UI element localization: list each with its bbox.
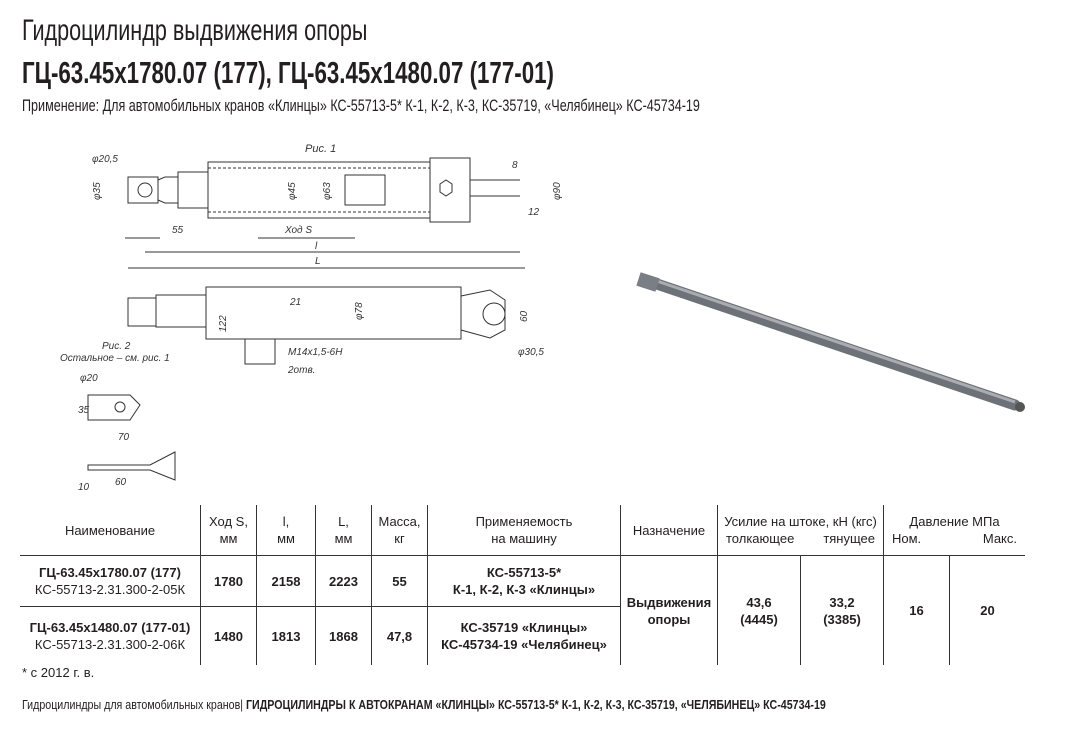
svg-text:Ход S: Ход S [285,225,312,236]
svg-text:70: 70 [118,432,130,443]
svg-text:12: 12 [528,207,540,218]
svg-text:35: 35 [78,405,90,416]
svg-text:φ35: φ35 [92,182,103,200]
cylinder-render-image [620,260,1040,430]
page-title: Гидроцилиндр выдвижения опоры [22,14,368,47]
svg-text:l: l [315,241,318,252]
svg-text:Остальное – см. рис. 1: Остальное – см. рис. 1 [60,353,170,364]
svg-text:φ78: φ78 [354,302,365,320]
svg-text:21: 21 [290,297,302,308]
svg-text:10: 10 [78,482,90,493]
svg-text:122: 122 [218,315,229,332]
table-row: ГЦ-63.45х1480.07 (177-01) КС-55713-2.31.300-2-06К 1480 1813 1868 47,8 КС-35719 «Клинцы» КС-45734-19 «Челябинец» [20,607,1025,666]
specs-table [20,505,1025,665]
svg-text:φ30,5: φ30,5 [518,347,544,358]
technical-drawing [0,130,600,500]
application-text: Применение: Для автомобильных кранов «Клинцы» КС-55713-5* К-1, К-2, К-3, КС-35719, «Челябинец» КС-45734-19 [22,96,700,115]
svg-text:φ90: φ90 [552,182,563,200]
col-L: L, мм [316,505,372,556]
col-purpose: Назначение [621,505,718,556]
svg-text:φ45: φ45 [287,182,298,200]
svg-text:φ20,5: φ20,5 [92,154,118,165]
svg-text:φ20: φ20 [80,373,98,384]
table-row: ГЦ-63.45х1780.07 (177) КС-55713-2.31.300-2-05К 1780 2158 2223 55 КС-55713-5* К-1, К-2, К-3 «Клинцы» Выдвижения опоры 43,6 (4445) 33,2 (3385) 16 20 [20,556,1025,607]
col-pressure: Давление МПа Ном. Макс. [884,505,1026,556]
svg-text:φ63: φ63 [322,182,333,200]
model-title: ГЦ-63.45х1780.07 (177), ГЦ-63.45х1480.07 (177-01) [22,55,554,90]
col-stroke: Ход S, мм [201,505,257,556]
svg-text:60: 60 [519,310,530,322]
col-l: l, мм [257,505,316,556]
col-force: Усилие на штоке, кН (кгс) толкающее тянущее [718,505,884,556]
col-mass: Масса, кг [372,505,428,556]
svg-text:60: 60 [115,477,127,488]
fig1-label: Рис. 1 [305,143,337,155]
svg-text:8: 8 [512,160,518,171]
svg-text:M14x1,5-6H: M14x1,5-6H [288,347,343,358]
page-footer: Гидроцилиндры для автомобильных кранов| ГИДРОЦИЛИНДРЫ К АВТОКРАНАМ «КЛИНЦЫ» КС-55713-5* К-1, К-2, К-3, КС-35719, «ЧЕЛЯБИНЕЦ» КС-45734-19 [22,697,826,712]
svg-text:L: L [315,256,321,267]
footnote: * с 2012 г. в. [22,665,95,680]
svg-text:Рис. 2: Рис. 2 [102,341,131,352]
col-name: Наименование [64,522,156,538]
col-usage: Применяемость на машину [428,505,621,556]
svg-text:2отв.: 2отв. [288,365,316,376]
svg-text:55: 55 [172,225,184,236]
